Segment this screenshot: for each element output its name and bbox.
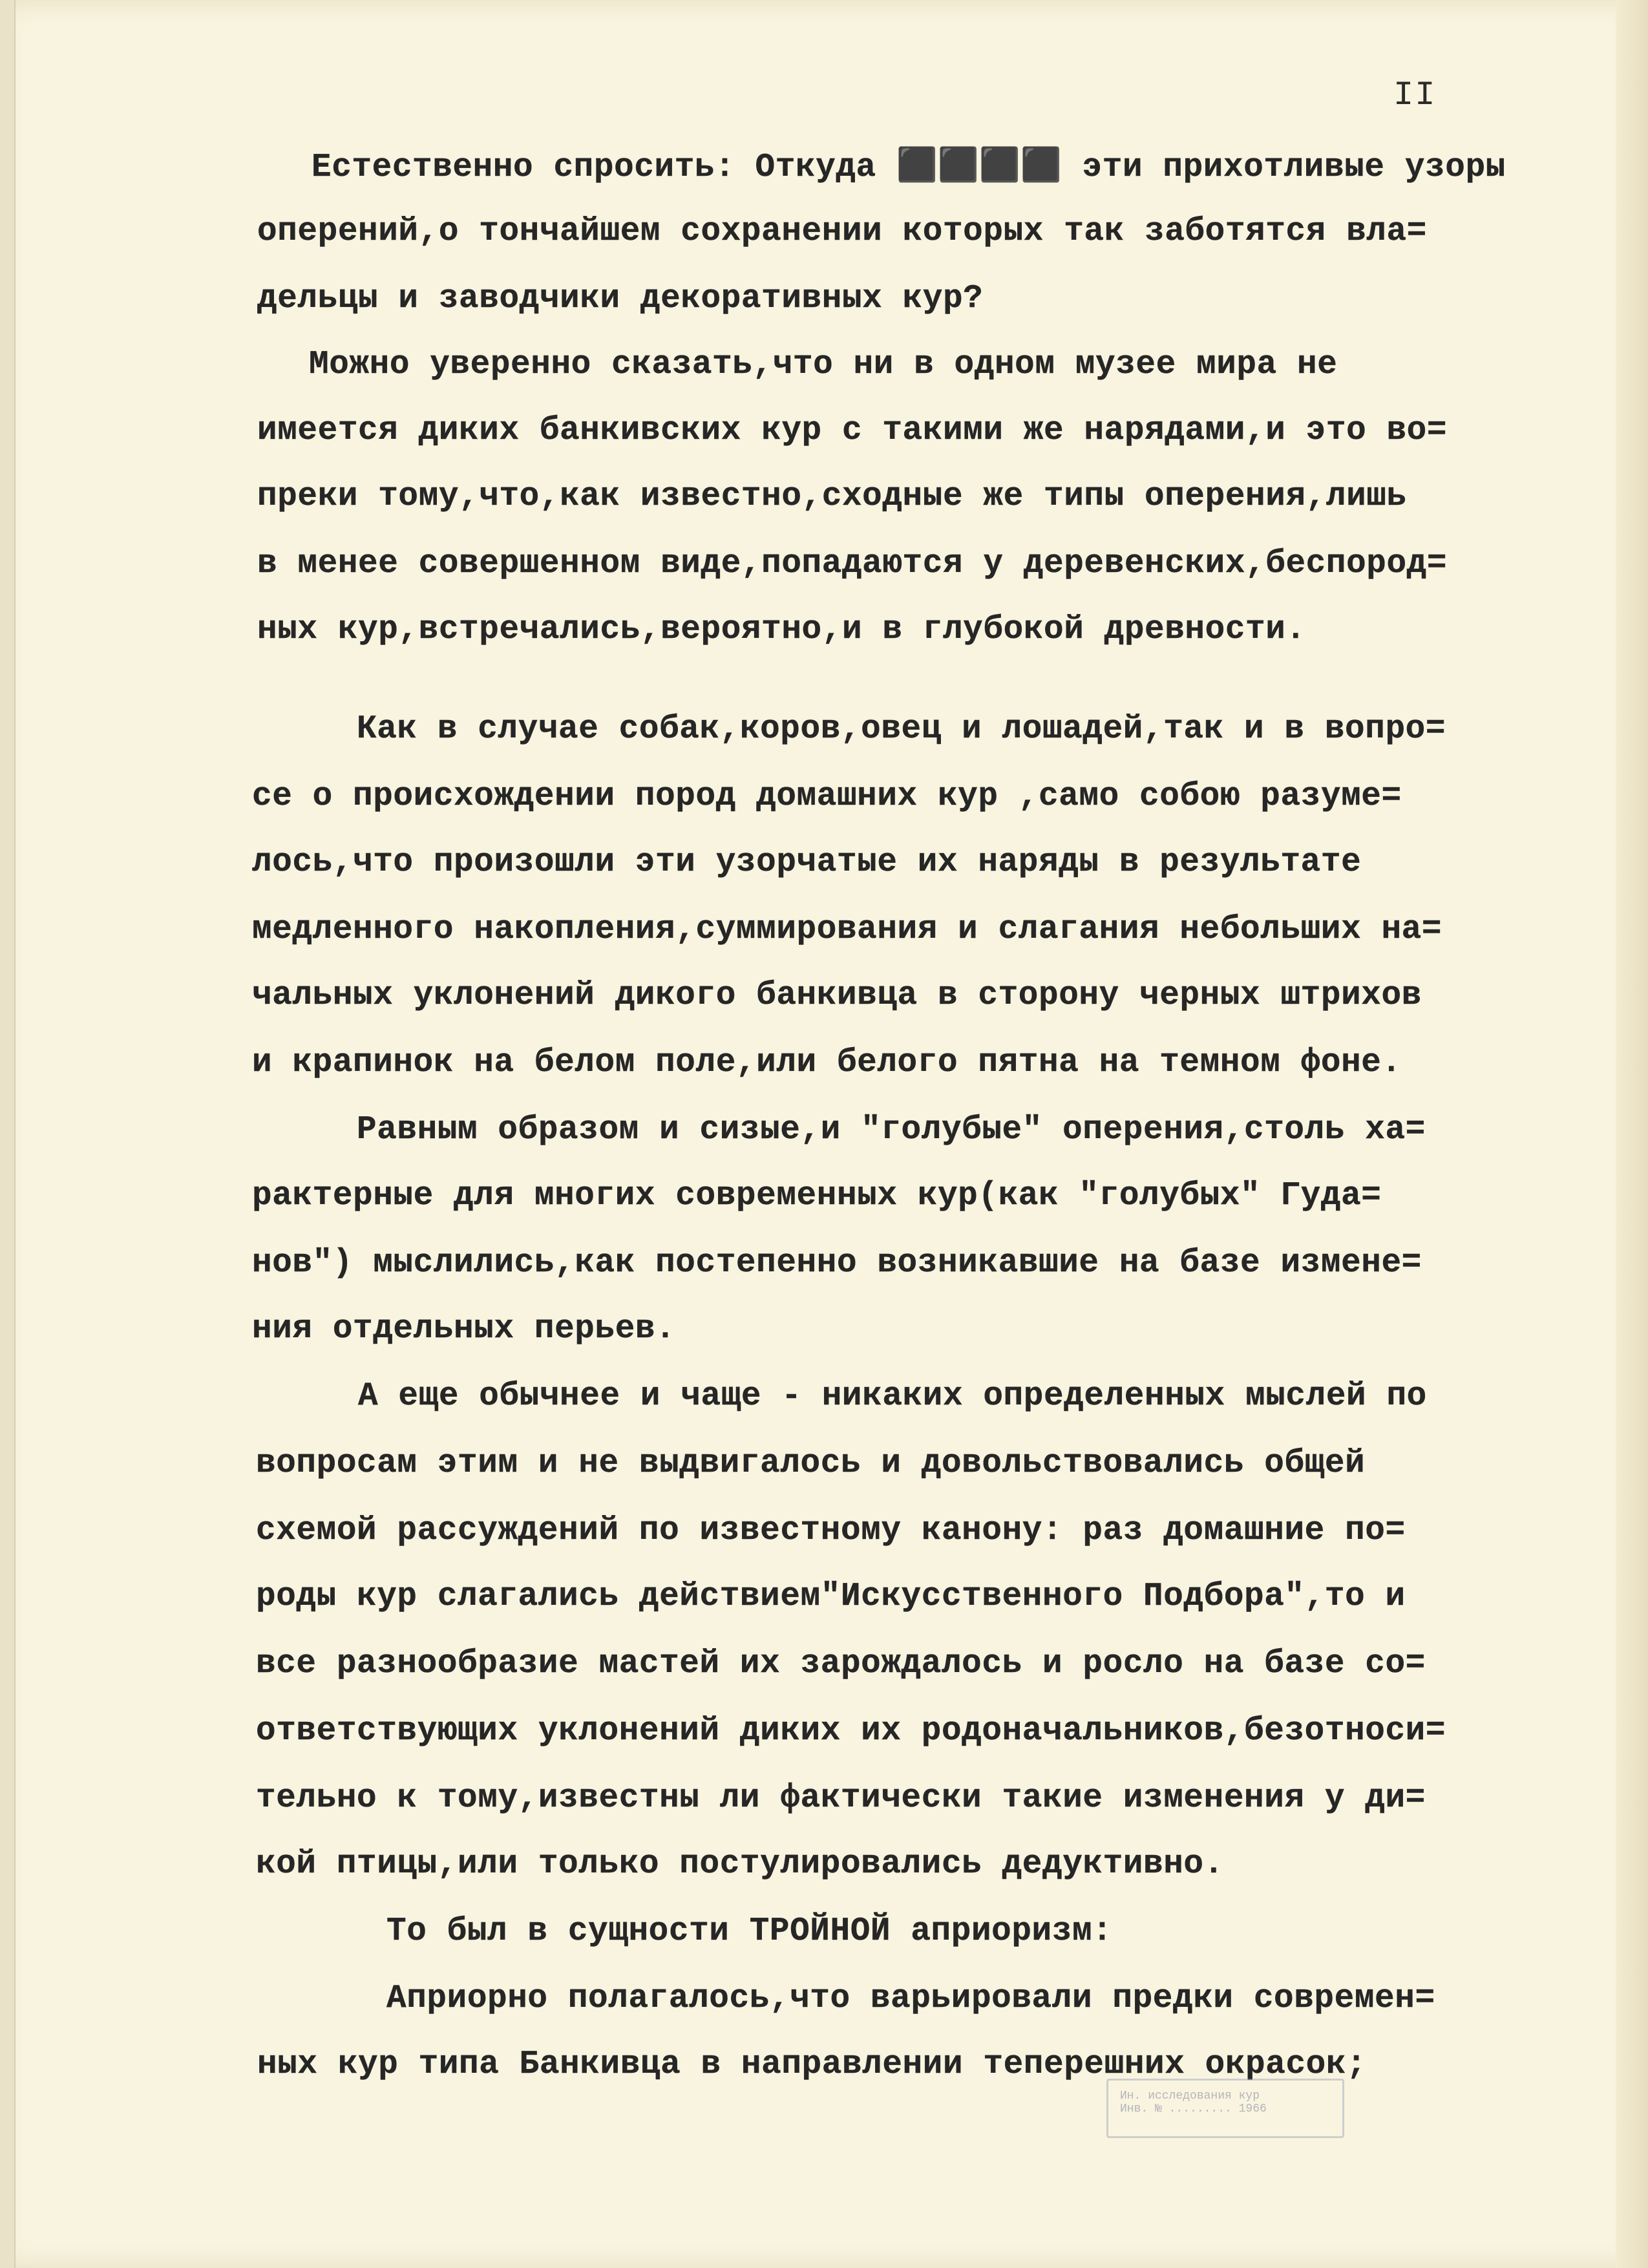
text-line: Можно уверенно сказать,что ни в одном музее мира не [309,346,1338,383]
text-line: вопросам этим и не выдвигалось и довольствовались общей [256,1445,1366,1482]
text-line: ных кур,встречались,вероятно,и в глубокой древности. [257,611,1306,648]
text-line: чальных уклонений дикого банкивца в сторону черных штрихов [252,977,1422,1014]
text-line: се о происхождении пород домашних кур ,само собою разуме= [252,778,1402,815]
text-line: преки тому,что,как известно,сходные же типы оперения,лишь [257,478,1407,515]
page-right-edge [1616,0,1648,2268]
page-left-edge [0,0,16,2268]
text-line: лось,что произошли эти узорчатые их наряды в результате [252,844,1362,881]
text-line: схемой рассуждений по известному канону: раз домашние по= [256,1512,1406,1549]
text-line: все разнообразие мастей их зарождалось и росло на базе со= [256,1646,1426,1682]
text-line: Как в случае собак,коров,овец и лошадей,так и в вопро= [357,711,1446,748]
text-line: ответствующих уклонений диких их родоначальников,безотноси= [256,1713,1446,1750]
stamp-line: Ин. исследования кур [1120,2090,1260,2103]
text-line: ния отдельных перьев. [252,1311,676,1348]
text-line: То был в сущности ТРОЙНОЙ априоризм: [386,1913,1113,1950]
text-line: Равным образом и сизые,и "голубые" оперения,столь ха= [357,1112,1426,1149]
page-number: II [1393,76,1437,114]
text-line: медленного накопления,суммирования и слагания небольших на= [252,911,1442,948]
text-line: Априорно полагалось,что варьировали предки современ= [386,1980,1435,2017]
text-line: рактерные для многих современных кур(как "голубых" Гуда= [252,1178,1382,1214]
text-line: в менее совершенном виде,попадаются у деревенских,беспород= [257,546,1448,582]
text-line: Естественно спросить: Откуда ⬛⬛⬛⬛ эти прихотливые узоры [312,149,1506,186]
text-line: оперений,о тончайшем сохранении которых так заботятся вла= [257,213,1427,250]
text-line: и крапинок на белом поле,или белого пятна на темном фоне. [252,1044,1402,1081]
stamp-line: Инв. № ......... 1966 [1120,2103,1267,2115]
archive-stamp [1106,2079,1344,2138]
text-line: кой птицы,или только постулировались дедуктивно. [256,1846,1224,1883]
text-line: тельно к тому,известны ли фактически такие изменения у ди= [256,1780,1426,1817]
text-line: нов") мыслились,как постепенно возникавшие на базе измене= [252,1245,1422,1282]
text-line: А еще обычнее и чаще - никаких определенных мыслей по [358,1378,1427,1415]
text-line: ных кур типа Банкивца в направлении теперешних окрасок; [257,2046,1367,2083]
text-line: роды кур слагались действием"Искусственного Подбора",то и [256,1578,1406,1615]
text-line: имеется диких банкивских кур с такими же нарядами,и это во= [257,412,1448,449]
text-line: дельцы и заводчики декоративных кур? [257,281,984,317]
